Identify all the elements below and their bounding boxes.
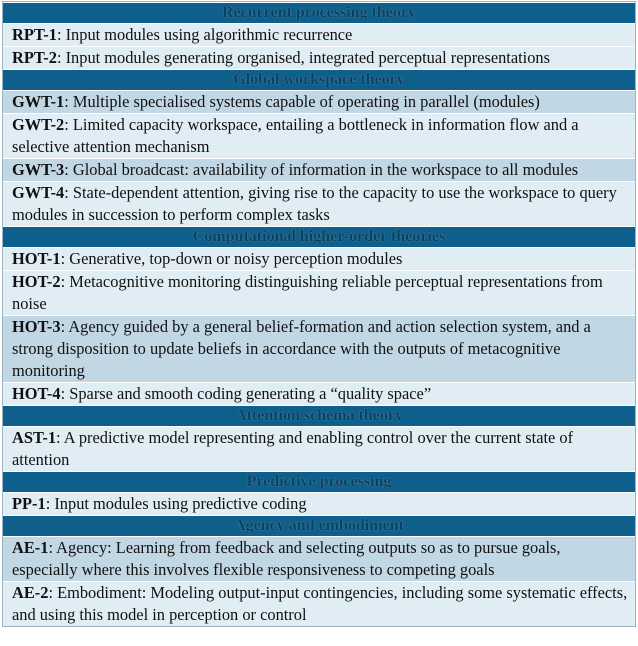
indicator-code: GWT-3 (12, 160, 65, 179)
indicator-description: : State-dependent attention, giving rise to the capacity to use the workspace to query modules in succession to perform complex tasks (12, 183, 617, 224)
indicator-code: HOT-4 (12, 384, 61, 403)
section-header-ast: Attention schema theory (3, 405, 635, 426)
indicator-description: : Limited capacity workspace, entailing a bottleneck in information flow and a selective attention mechanism (12, 115, 579, 156)
table-row-gwt-4 (3, 181, 635, 226)
table-row-ast-1 (3, 426, 635, 471)
table-row-hot-4 (3, 382, 635, 405)
table-row-pp-1 (3, 492, 635, 515)
indicator-code: HOT-1 (12, 249, 61, 268)
indicator-code: GWT-4 (12, 183, 65, 202)
table-row-gwt-1 (3, 90, 635, 113)
table-row-ae-2 (3, 581, 635, 626)
indicator-code: AST-1 (12, 428, 57, 447)
table-row-gwt-3 (3, 158, 635, 181)
indicator-description: : Input modules generating organised, integrated perceptual representations (56, 48, 551, 67)
indicator-description: : Agency guided by a general belief-formation and action selection system, and a strong disposition to update beliefs in accordance with the outputs of metacognitive monitoring (12, 317, 591, 380)
indicator-description: : Sparse and smooth coding generating a “quality space” (60, 384, 432, 403)
indicator-code: GWT-2 (12, 115, 65, 134)
indicator-description: : Input modules using predictive coding (45, 494, 307, 513)
table-row-hot-2 (3, 270, 635, 315)
indicator-description: : Input modules using algorithmic recurrence (56, 25, 353, 44)
section-header-pp: Predictive processing (3, 471, 635, 492)
indicator-description: : Agency: Learning from feedback and selecting outputs so as to pursue goals, especially where this involves flexible responsiveness to competing goals (12, 538, 561, 579)
table-row-ae-1 (3, 536, 635, 581)
indicator-code: HOT-3 (12, 317, 61, 336)
indicator-code: HOT-2 (12, 272, 61, 291)
indicator-code: GWT-1 (12, 92, 65, 111)
table-row-rpt-2 (3, 46, 635, 69)
indicator-code: RPT-2 (12, 48, 57, 67)
section-header-gwt: Global workspace theory (3, 69, 635, 90)
indicator-properties-table (2, 1, 636, 627)
section-header-hot: Computational higher-order theories (3, 226, 635, 247)
table-row-rpt-1 (3, 23, 635, 46)
indicator-description: : Global broadcast: availability of information in the workspace to all modules (64, 160, 579, 179)
table-row-gwt-2 (3, 113, 635, 158)
indicator-code: PP-1 (12, 494, 46, 513)
indicator-description: : A predictive model representing and enabling control over the current state of attention (12, 428, 574, 469)
section-header-ae: Agency and embodiment (3, 515, 635, 536)
indicator-description: : Metacognitive monitoring distinguishing reliable perceptual representations from noise (12, 272, 603, 313)
section-header-rpt: Recurrent processing theory (3, 2, 635, 23)
indicator-code: AE-2 (12, 583, 49, 602)
indicator-description: : Generative, top-down or noisy perception modules (60, 249, 403, 268)
indicator-code: AE-1 (12, 538, 49, 557)
table-row-hot-3 (3, 315, 635, 382)
table-row-hot-1 (3, 247, 635, 270)
indicator-description: : Multiple specialised systems capable of operating in parallel (modules) (64, 92, 540, 111)
indicator-code: RPT-1 (12, 25, 57, 44)
indicator-description: : Embodiment: Modeling output-input contingencies, including some systematic effects, and using this model in perception or control (12, 583, 628, 624)
